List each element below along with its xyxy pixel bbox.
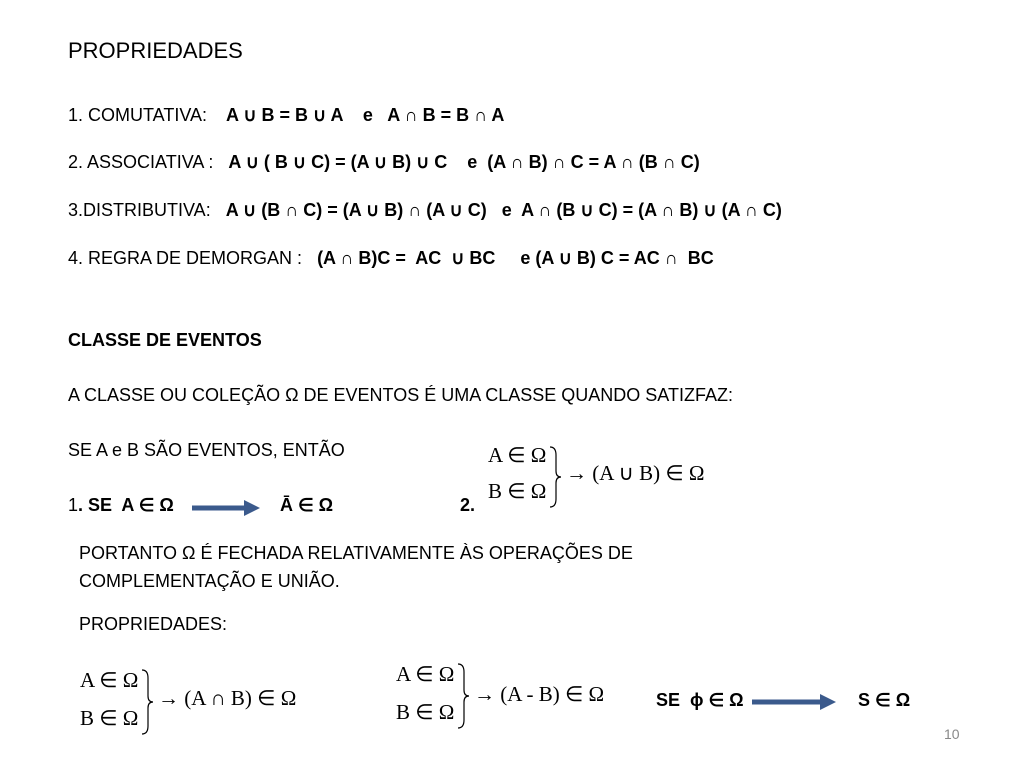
sample-space-condition: S ∈ Ω: [858, 690, 911, 710]
empty-set-condition: SE ϕ ∈ Ω: [656, 690, 744, 710]
conclusion-line-1: PORTANTO Ω É FECHADA RELATIVAMENTE ÀS OPERAÇÕES DE: [79, 543, 633, 563]
item-2-number: 2.: [460, 495, 476, 515]
property-label: 3.DISTRIBUTIVA:: [68, 200, 211, 220]
item-condition: . SE A ∈ Ω: [78, 495, 174, 515]
property-formula: A ∪ B = B ∪ A e A ∩ B = B ∩ A: [226, 105, 505, 125]
formula-top: A ∈ Ω: [396, 662, 455, 686]
formula-union: [488, 443, 728, 513]
property-associative: [68, 152, 700, 173]
class-definition: A CLASSE OU COLEÇÃO Ω DE EVENTOS É UMA CLASSE QUANDO SATIZFAZ:: [68, 385, 733, 405]
formula-result: → (A ∪ B) ∈ Ω: [566, 461, 705, 485]
page-number: 10: [944, 726, 960, 742]
conclusion: [79, 539, 633, 595]
formula-bottom: B ∈ Ω: [80, 706, 139, 730]
subheading: PROPRIEDADES:: [79, 614, 228, 634]
condition-line: SE A e B SÃO EVENTOS, ENTÃO: [68, 440, 345, 460]
property-label: 2. ASSOCIATIVA :: [68, 152, 214, 172]
formula-top: A ∈ Ω: [80, 668, 139, 692]
formula-bottom: B ∈ Ω: [396, 700, 455, 724]
page-title: PROPRIEDADES: [68, 38, 243, 63]
implies-arrow-icon: [750, 692, 840, 712]
conclusion-line-2: COMPLEMENTAÇÃO E UNIÃO.: [79, 571, 340, 591]
formula-bottom: B ∈ Ω: [488, 479, 547, 503]
section-heading: CLASSE DE EVENTOS: [68, 330, 262, 350]
brace-icon: [548, 445, 562, 509]
property-demorgan: [68, 248, 714, 269]
brace-icon: [456, 662, 470, 730]
implies-arrow-icon: [190, 498, 262, 518]
property-label: 4. REGRA DE DEMORGAN :: [68, 248, 303, 268]
formula-top: A ∈ Ω: [488, 443, 547, 467]
formula-result: → (A - B) ∈ Ω: [474, 682, 605, 706]
item-number: 1: [68, 495, 79, 515]
property-formula: A ∪ ( B ∪ C) = (A ∪ B) ∪ C e (A ∩ B) ∩ C = A ∩ (B ∩ C): [228, 152, 700, 172]
formula-intersection: [80, 668, 320, 738]
brace-icon: [140, 668, 154, 736]
item-1-result: Ā ∈ Ω: [280, 495, 334, 515]
property-formula: A ∪ (B ∩ C) = (A ∪ B) ∩ (A ∪ C) e A ∩ (B ∪ C) = (A ∩ B) ∪ (A ∩ C): [225, 200, 782, 220]
formula-result: → (A ∩ B) ∈ Ω: [158, 686, 297, 710]
formula-difference: [396, 662, 636, 732]
property-distributive: [68, 200, 782, 221]
item-1: [68, 495, 174, 516]
property-formula: (A ∩ B)C = AC ∪ BC e (A ∪ B) C = AC ∩ BC: [317, 248, 714, 268]
property-label: 1. COMUTATIVA:: [68, 105, 208, 125]
property-commutative: [68, 105, 504, 126]
